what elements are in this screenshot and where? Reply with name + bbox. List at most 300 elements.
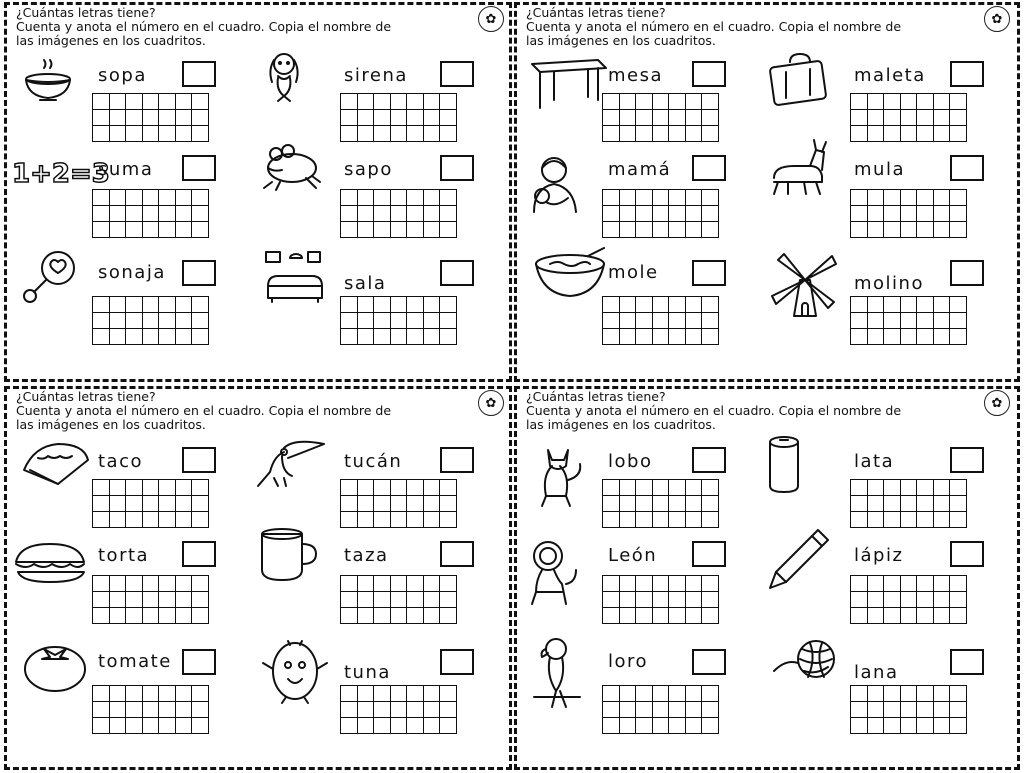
letter-cell[interactable] [868, 190, 885, 206]
letter-cell[interactable] [440, 718, 457, 734]
letter-cell[interactable] [110, 702, 127, 718]
letter-cell[interactable] [653, 313, 670, 329]
letter-cell[interactable] [192, 94, 209, 110]
letter-cell[interactable] [176, 206, 193, 222]
letter-cell[interactable] [934, 206, 951, 222]
letter-cell[interactable] [868, 608, 885, 624]
letter-cell[interactable] [424, 480, 441, 496]
letter-cell[interactable] [407, 702, 424, 718]
letter-cell[interactable] [159, 592, 176, 608]
letter-cell[interactable] [884, 512, 901, 528]
letter-cell[interactable] [653, 297, 670, 313]
letter-cell[interactable] [702, 592, 719, 608]
letter-cell[interactable] [126, 592, 143, 608]
letter-cell[interactable] [636, 592, 653, 608]
letter-cell[interactable] [159, 608, 176, 624]
letter-cell[interactable] [950, 496, 967, 512]
letter-count-box[interactable] [182, 155, 216, 181]
letter-cell[interactable] [884, 190, 901, 206]
letter-cell[interactable] [407, 480, 424, 496]
letter-cell[interactable] [686, 512, 703, 528]
letter-cell[interactable] [374, 222, 391, 238]
letter-cell[interactable] [358, 496, 375, 512]
letter-cell[interactable] [424, 206, 441, 222]
letter-cell[interactable] [686, 313, 703, 329]
letter-cell[interactable] [126, 126, 143, 142]
letter-cell[interactable] [407, 126, 424, 142]
letter-cell[interactable] [126, 512, 143, 528]
letter-cell[interactable] [424, 608, 441, 624]
letter-cell[interactable] [176, 222, 193, 238]
letter-cell[interactable] [440, 206, 457, 222]
letter-grid[interactable] [340, 93, 457, 142]
letter-cell[interactable] [159, 94, 176, 110]
letter-cell[interactable] [950, 512, 967, 528]
letter-cell[interactable] [176, 94, 193, 110]
letter-cell[interactable] [440, 110, 457, 126]
letter-cell[interactable] [603, 329, 620, 345]
letter-cell[interactable] [126, 576, 143, 592]
letter-cell[interactable] [950, 206, 967, 222]
letter-grid[interactable] [92, 685, 209, 734]
letter-cell[interactable] [159, 702, 176, 718]
letter-cell[interactable] [934, 126, 951, 142]
letter-count-box[interactable] [182, 541, 216, 567]
letter-cell[interactable] [603, 94, 620, 110]
letter-cell[interactable] [917, 686, 934, 702]
letter-cell[interactable] [440, 512, 457, 528]
letter-cell[interactable] [686, 480, 703, 496]
letter-cell[interactable] [424, 190, 441, 206]
letter-cell[interactable] [702, 94, 719, 110]
letter-cell[interactable] [669, 297, 686, 313]
letter-cell[interactable] [126, 222, 143, 238]
letter-cell[interactable] [143, 702, 160, 718]
letter-cell[interactable] [374, 496, 391, 512]
letter-cell[interactable] [341, 480, 358, 496]
letter-cell[interactable] [358, 576, 375, 592]
letter-cell[interactable] [341, 329, 358, 345]
letter-cell[interactable] [884, 313, 901, 329]
letter-cell[interactable] [917, 576, 934, 592]
letter-cell[interactable] [424, 496, 441, 512]
letter-cell[interactable] [669, 702, 686, 718]
letter-cell[interactable] [653, 329, 670, 345]
letter-cell[interactable] [358, 480, 375, 496]
letter-cell[interactable] [636, 94, 653, 110]
letter-grid[interactable] [92, 479, 209, 528]
letter-cell[interactable] [636, 190, 653, 206]
letter-cell[interactable] [653, 718, 670, 734]
letter-cell[interactable] [192, 702, 209, 718]
letter-cell[interactable] [901, 592, 918, 608]
letter-cell[interactable] [669, 222, 686, 238]
letter-cell[interactable] [192, 190, 209, 206]
letter-cell[interactable] [636, 686, 653, 702]
letter-cell[interactable] [686, 94, 703, 110]
letter-cell[interactable] [917, 480, 934, 496]
letter-cell[interactable] [901, 110, 918, 126]
letter-cell[interactable] [669, 512, 686, 528]
letter-cell[interactable] [950, 297, 967, 313]
letter-grid[interactable] [602, 296, 719, 345]
letter-cell[interactable] [110, 297, 127, 313]
letter-cell[interactable] [358, 222, 375, 238]
letter-cell[interactable] [620, 608, 637, 624]
letter-cell[interactable] [884, 329, 901, 345]
letter-cell[interactable] [126, 686, 143, 702]
letter-cell[interactable] [176, 496, 193, 512]
letter-cell[interactable] [603, 686, 620, 702]
letter-cell[interactable] [686, 718, 703, 734]
letter-cell[interactable] [126, 702, 143, 718]
letter-cell[interactable] [686, 496, 703, 512]
letter-cell[interactable] [884, 592, 901, 608]
letter-cell[interactable] [93, 496, 110, 512]
letter-cell[interactable] [702, 686, 719, 702]
letter-cell[interactable] [192, 718, 209, 734]
letter-cell[interactable] [424, 686, 441, 702]
letter-cell[interactable] [620, 206, 637, 222]
letter-cell[interactable] [851, 329, 868, 345]
letter-cell[interactable] [424, 126, 441, 142]
letter-cell[interactable] [407, 297, 424, 313]
letter-cell[interactable] [868, 222, 885, 238]
letter-cell[interactable] [341, 313, 358, 329]
letter-cell[interactable] [358, 190, 375, 206]
letter-cell[interactable] [636, 222, 653, 238]
letter-cell[interactable] [702, 608, 719, 624]
letter-cell[interactable] [192, 313, 209, 329]
letter-cell[interactable] [358, 126, 375, 142]
letter-cell[interactable] [374, 512, 391, 528]
letter-cell[interactable] [851, 126, 868, 142]
letter-cell[interactable] [636, 718, 653, 734]
letter-cell[interactable] [424, 592, 441, 608]
letter-cell[interactable] [440, 94, 457, 110]
letter-cell[interactable] [917, 512, 934, 528]
letter-cell[interactable] [669, 608, 686, 624]
letter-grid[interactable] [850, 479, 967, 528]
letter-cell[interactable] [143, 512, 160, 528]
letter-cell[interactable] [934, 592, 951, 608]
letter-cell[interactable] [424, 110, 441, 126]
letter-cell[interactable] [901, 576, 918, 592]
letter-cell[interactable] [702, 576, 719, 592]
letter-cell[interactable] [341, 576, 358, 592]
letter-cell[interactable] [702, 718, 719, 734]
letter-cell[interactable] [686, 126, 703, 142]
letter-cell[interactable] [950, 686, 967, 702]
letter-cell[interactable] [950, 190, 967, 206]
letter-cell[interactable] [901, 297, 918, 313]
letter-cell[interactable] [917, 222, 934, 238]
letter-cell[interactable] [391, 329, 408, 345]
letter-cell[interactable] [636, 608, 653, 624]
letter-cell[interactable] [391, 512, 408, 528]
letter-count-box[interactable] [692, 61, 726, 87]
letter-cell[interactable] [901, 702, 918, 718]
letter-cell[interactable] [159, 686, 176, 702]
letter-cell[interactable] [702, 110, 719, 126]
letter-cell[interactable] [620, 126, 637, 142]
letter-cell[interactable] [686, 222, 703, 238]
letter-cell[interactable] [159, 496, 176, 512]
letter-cell[interactable] [884, 718, 901, 734]
letter-cell[interactable] [917, 206, 934, 222]
letter-cell[interactable] [374, 94, 391, 110]
letter-cell[interactable] [702, 126, 719, 142]
letter-cell[interactable] [176, 718, 193, 734]
letter-grid[interactable] [92, 296, 209, 345]
letter-cell[interactable] [884, 686, 901, 702]
letter-cell[interactable] [374, 329, 391, 345]
letter-cell[interactable] [868, 313, 885, 329]
letter-cell[interactable] [143, 297, 160, 313]
letter-cell[interactable] [868, 592, 885, 608]
letter-cell[interactable] [669, 313, 686, 329]
letter-cell[interactable] [126, 94, 143, 110]
letter-grid[interactable] [340, 189, 457, 238]
letter-cell[interactable] [884, 126, 901, 142]
letter-cell[interactable] [702, 313, 719, 329]
letter-cell[interactable] [159, 480, 176, 496]
letter-cell[interactable] [934, 313, 951, 329]
letter-cell[interactable] [702, 702, 719, 718]
letter-cell[interactable] [603, 608, 620, 624]
letter-cell[interactable] [686, 206, 703, 222]
letter-cell[interactable] [374, 206, 391, 222]
letter-cell[interactable] [176, 592, 193, 608]
letter-cell[interactable] [620, 480, 637, 496]
letter-cell[interactable] [93, 480, 110, 496]
letter-cell[interactable] [636, 512, 653, 528]
letter-cell[interactable] [917, 110, 934, 126]
letter-cell[interactable] [884, 576, 901, 592]
letter-cell[interactable] [110, 313, 127, 329]
letter-count-box[interactable] [950, 447, 984, 473]
letter-cell[interactable] [159, 126, 176, 142]
letter-cell[interactable] [901, 126, 918, 142]
letter-cell[interactable] [407, 608, 424, 624]
letter-cell[interactable] [110, 592, 127, 608]
letter-cell[interactable] [917, 608, 934, 624]
letter-cell[interactable] [603, 718, 620, 734]
letter-cell[interactable] [884, 496, 901, 512]
letter-cell[interactable] [176, 126, 193, 142]
letter-grid[interactable] [602, 93, 719, 142]
letter-count-box[interactable] [440, 541, 474, 567]
letter-cell[interactable] [159, 313, 176, 329]
letter-cell[interactable] [407, 496, 424, 512]
letter-cell[interactable] [358, 512, 375, 528]
letter-cell[interactable] [653, 94, 670, 110]
letter-cell[interactable] [374, 718, 391, 734]
letter-grid[interactable] [92, 575, 209, 624]
letter-cell[interactable] [868, 702, 885, 718]
letter-cell[interactable] [374, 608, 391, 624]
letter-cell[interactable] [407, 94, 424, 110]
letter-cell[interactable] [636, 126, 653, 142]
letter-count-box[interactable] [950, 260, 984, 286]
letter-cell[interactable] [126, 206, 143, 222]
letter-cell[interactable] [110, 496, 127, 512]
letter-cell[interactable] [93, 576, 110, 592]
letter-cell[interactable] [391, 496, 408, 512]
letter-cell[interactable] [868, 718, 885, 734]
letter-cell[interactable] [110, 94, 127, 110]
letter-cell[interactable] [391, 94, 408, 110]
letter-cell[interactable] [686, 329, 703, 345]
letter-grid[interactable] [340, 575, 457, 624]
letter-cell[interactable] [110, 480, 127, 496]
letter-cell[interactable] [126, 297, 143, 313]
letter-cell[interactable] [620, 190, 637, 206]
letter-cell[interactable] [424, 222, 441, 238]
letter-cell[interactable] [884, 94, 901, 110]
letter-cell[interactable] [653, 686, 670, 702]
letter-cell[interactable] [192, 512, 209, 528]
letter-cell[interactable] [901, 608, 918, 624]
letter-cell[interactable] [934, 576, 951, 592]
letter-cell[interactable] [868, 126, 885, 142]
letter-cell[interactable] [934, 686, 951, 702]
letter-cell[interactable] [391, 608, 408, 624]
letter-cell[interactable] [653, 206, 670, 222]
letter-cell[interactable] [93, 222, 110, 238]
letter-cell[interactable] [143, 94, 160, 110]
letter-count-box[interactable] [440, 61, 474, 87]
letter-cell[interactable] [702, 480, 719, 496]
letter-cell[interactable] [391, 592, 408, 608]
letter-cell[interactable] [110, 576, 127, 592]
letter-cell[interactable] [192, 496, 209, 512]
letter-count-box[interactable] [182, 649, 216, 675]
letter-cell[interactable] [934, 718, 951, 734]
letter-cell[interactable] [374, 592, 391, 608]
letter-cell[interactable] [110, 222, 127, 238]
letter-cell[interactable] [653, 702, 670, 718]
letter-cell[interactable] [407, 313, 424, 329]
letter-count-box[interactable] [692, 649, 726, 675]
letter-cell[interactable] [424, 702, 441, 718]
letter-cell[interactable] [192, 110, 209, 126]
letter-cell[interactable] [917, 702, 934, 718]
letter-count-box[interactable] [440, 260, 474, 286]
letter-cell[interactable] [110, 686, 127, 702]
letter-cell[interactable] [603, 313, 620, 329]
letter-cell[interactable] [950, 329, 967, 345]
letter-cell[interactable] [341, 686, 358, 702]
letter-cell[interactable] [917, 496, 934, 512]
letter-cell[interactable] [143, 718, 160, 734]
letter-cell[interactable] [126, 110, 143, 126]
letter-cell[interactable] [424, 297, 441, 313]
letter-grid[interactable] [850, 685, 967, 734]
letter-cell[interactable] [440, 190, 457, 206]
letter-cell[interactable] [374, 190, 391, 206]
letter-cell[interactable] [884, 608, 901, 624]
letter-cell[interactable] [702, 329, 719, 345]
letter-cell[interactable] [669, 190, 686, 206]
letter-cell[interactable] [358, 297, 375, 313]
letter-cell[interactable] [851, 190, 868, 206]
letter-cell[interactable] [636, 496, 653, 512]
letter-count-box[interactable] [182, 447, 216, 473]
letter-cell[interactable] [950, 702, 967, 718]
letter-cell[interactable] [901, 94, 918, 110]
letter-cell[interactable] [603, 110, 620, 126]
letter-cell[interactable] [93, 702, 110, 718]
letter-cell[interactable] [341, 206, 358, 222]
letter-grid[interactable] [92, 93, 209, 142]
letter-cell[interactable] [192, 576, 209, 592]
letter-cell[interactable] [159, 329, 176, 345]
letter-cell[interactable] [917, 313, 934, 329]
letter-cell[interactable] [620, 297, 637, 313]
letter-cell[interactable] [851, 702, 868, 718]
letter-cell[interactable] [901, 718, 918, 734]
letter-cell[interactable] [143, 592, 160, 608]
letter-cell[interactable] [603, 496, 620, 512]
letter-cell[interactable] [851, 496, 868, 512]
letter-cell[interactable] [636, 702, 653, 718]
letter-cell[interactable] [636, 206, 653, 222]
letter-cell[interactable] [917, 718, 934, 734]
letter-cell[interactable] [159, 206, 176, 222]
letter-cell[interactable] [374, 313, 391, 329]
letter-cell[interactable] [603, 206, 620, 222]
letter-cell[interactable] [620, 110, 637, 126]
letter-cell[interactable] [901, 512, 918, 528]
letter-cell[interactable] [851, 512, 868, 528]
letter-cell[interactable] [686, 608, 703, 624]
letter-cell[interactable] [620, 718, 637, 734]
letter-cell[interactable] [93, 608, 110, 624]
letter-cell[interactable] [424, 94, 441, 110]
letter-cell[interactable] [653, 126, 670, 142]
letter-cell[interactable] [440, 496, 457, 512]
letter-cell[interactable] [620, 496, 637, 512]
letter-cell[interactable] [636, 329, 653, 345]
letter-cell[interactable] [686, 592, 703, 608]
letter-cell[interactable] [407, 718, 424, 734]
letter-cell[interactable] [440, 126, 457, 142]
letter-grid[interactable] [602, 189, 719, 238]
letter-cell[interactable] [917, 592, 934, 608]
letter-cell[interactable] [159, 190, 176, 206]
letter-cell[interactable] [636, 297, 653, 313]
letter-cell[interactable] [93, 126, 110, 142]
letter-cell[interactable] [868, 297, 885, 313]
letter-cell[interactable] [934, 329, 951, 345]
letter-cell[interactable] [93, 94, 110, 110]
letter-cell[interactable] [391, 313, 408, 329]
letter-cell[interactable] [341, 608, 358, 624]
letter-cell[interactable] [934, 94, 951, 110]
letter-cell[interactable] [192, 480, 209, 496]
letter-cell[interactable] [653, 222, 670, 238]
letter-cell[interactable] [110, 512, 127, 528]
letter-cell[interactable] [341, 702, 358, 718]
letter-grid[interactable] [850, 296, 967, 345]
letter-grid[interactable] [850, 575, 967, 624]
letter-cell[interactable] [653, 512, 670, 528]
letter-cell[interactable] [901, 329, 918, 345]
letter-cell[interactable] [143, 329, 160, 345]
letter-cell[interactable] [620, 702, 637, 718]
letter-cell[interactable] [653, 576, 670, 592]
